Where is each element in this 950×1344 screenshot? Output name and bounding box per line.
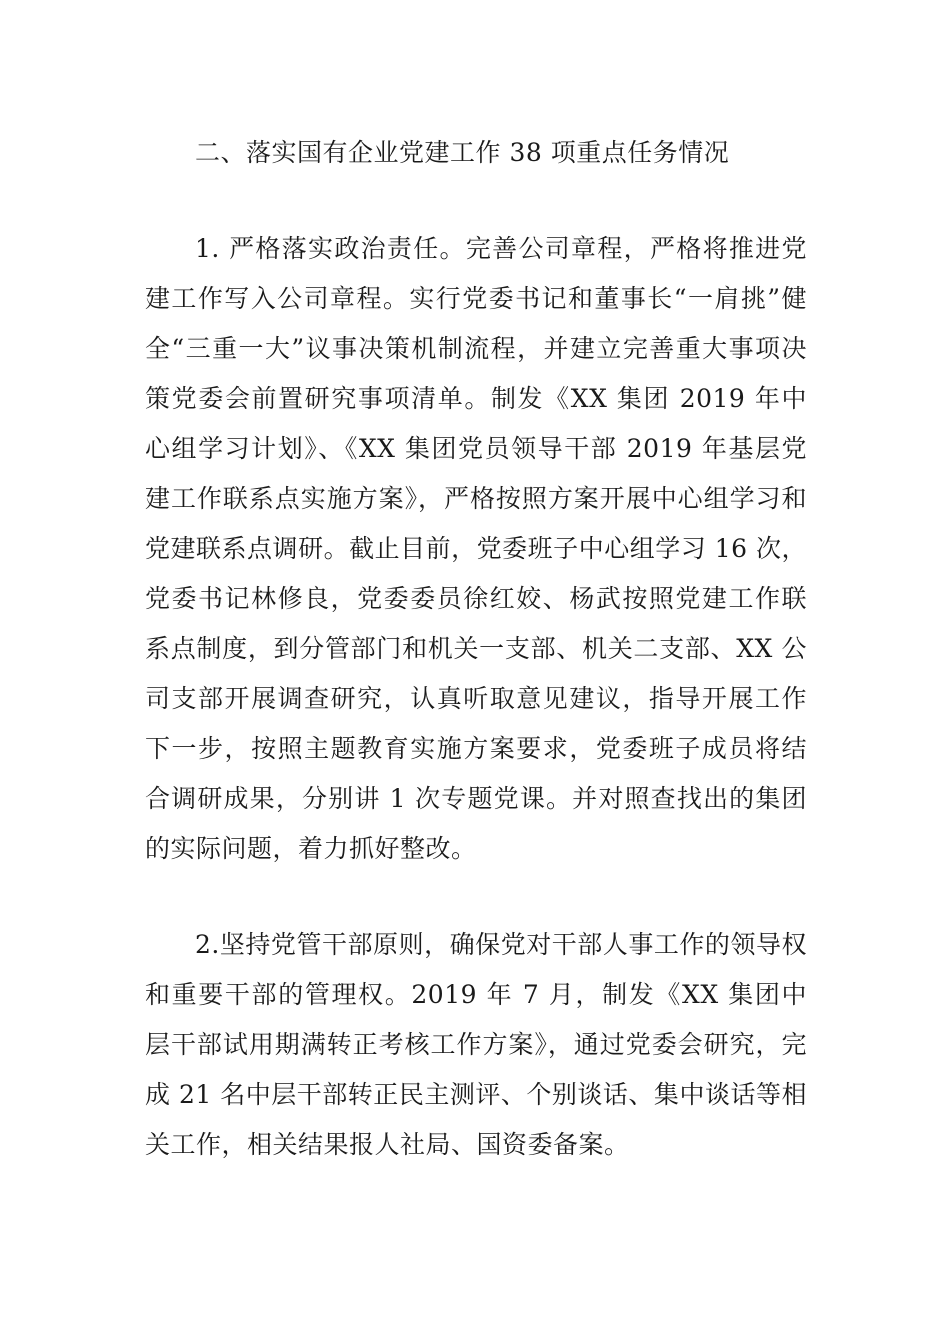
paragraph-political-responsibility: 1. 严格落实政治责任。完善公司章程，严格将推进党建工作写入公司章程。实行党委书记和董事长“一肩挑”健全“三重一大”议事决策机制流程，并建立完善重大事项决策党委会前置研究事项清单。制发《XX 集团 2019 年中心组学习计划》、《XX 集团党员领导干部 2019 年基层党建工作联系点实施方案》，严格按照方案开展中心组学习和党建联系点调研。截止目前，党委班子中心组学习 16 次，党委书记林修良，党委委员徐红姣、杨武按照党建工作联系点制度，到分管部门和机关一支部、机关二支部、XX 公司支部开展调查研究，认真听取意见建议，指导开展工作下一步，按照主题教育实施方案要求，党委班子成员将结合调研成果，分别讲 1 次专题党课。并对照查找出的集团的实际问题，着力抓好整改。: [145, 234, 807, 863]
paragraph-cadre-management: 2.坚持党管干部原则，确保党对干部人事工作的领导权和重要干部的管理权。2019 年 7 月，制发《XX 集团中层干部试用期满转正考核工作方案》，通过党委会研究，完成 21 名中层干部转正民主测评、个别谈话、集中谈话等相关工作，相关结果报人社局、国资委备案。: [145, 930, 807, 1159]
section-heading: 二、落实国有企业党建工作 38 项重点任务情况: [195, 138, 730, 167]
